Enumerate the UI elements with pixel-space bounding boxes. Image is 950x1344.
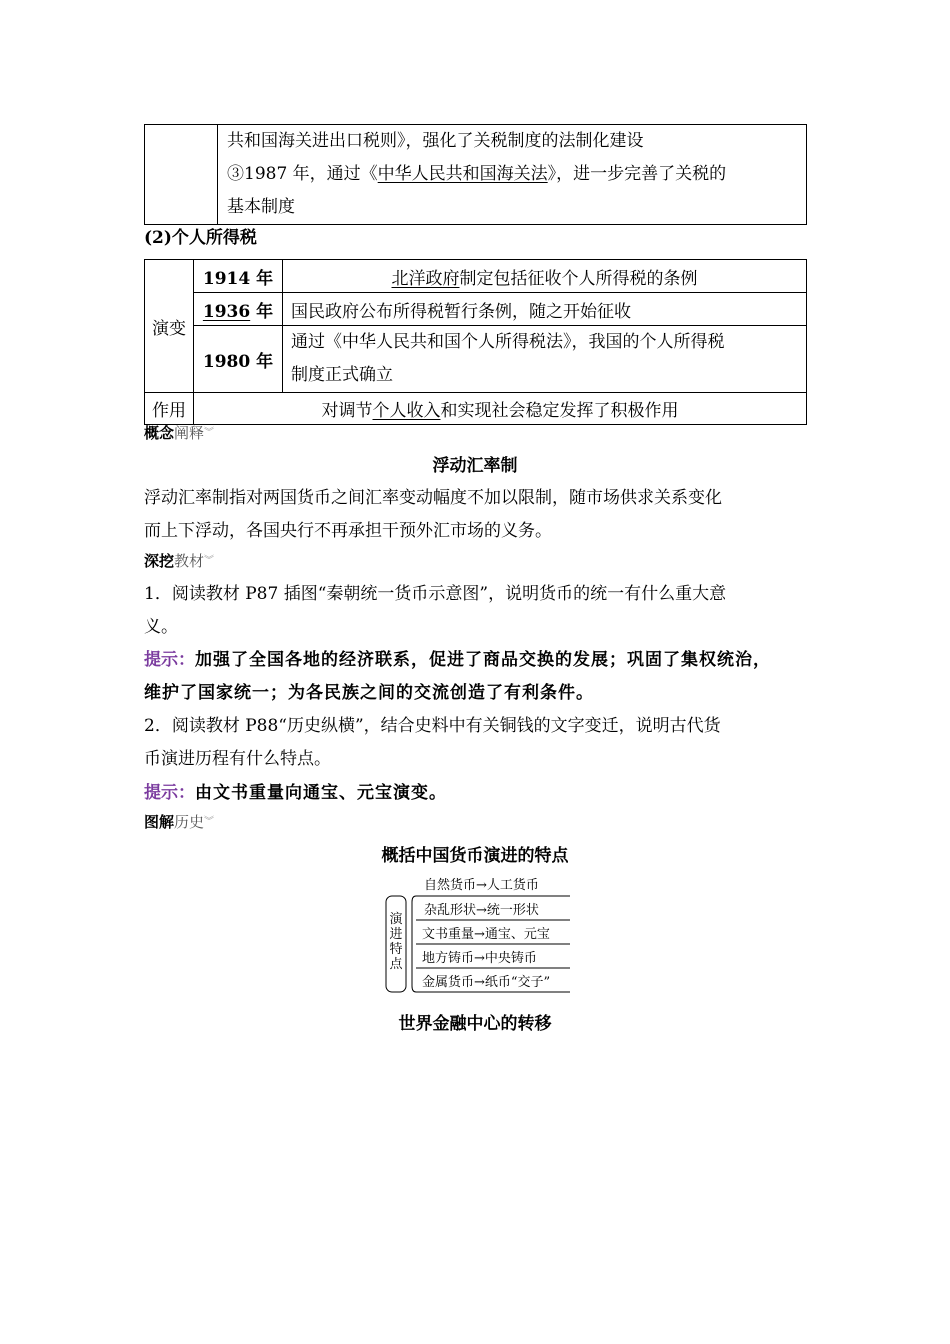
deepdig-tag — [144, 550, 214, 573]
diagram-item: 文书重量→通宝、元宝 — [422, 927, 550, 942]
year-1936 — [194, 293, 283, 326]
box-label-char: 特 — [389, 942, 403, 957]
customs-line-2-prefix: ③1987 年，通过《 — [227, 164, 378, 184]
customs-line-2 — [227, 158, 798, 191]
diagram-tag — [144, 811, 214, 834]
function-suffix: 和实现社会稳定发挥了积极作用 — [440, 401, 679, 421]
row-1980-line-2: 制度正式确立 — [291, 365, 393, 385]
brace-line — [412, 896, 416, 992]
question-2-line-2: 币演进历程有什么特点。 — [144, 749, 331, 769]
personal-income: 个人收入 — [372, 401, 441, 421]
box-label-char: 进 — [389, 927, 403, 942]
year-1914: 1914 年 — [194, 260, 283, 293]
diagram-item: 自然货币→人工货币 — [424, 878, 539, 893]
answer-2 — [144, 777, 447, 810]
concept-para-line-2: 而上下浮动，各国央行不再承担干预外汇市场的义务。 — [144, 521, 552, 541]
concept-tag-light: 阐释 — [174, 424, 205, 442]
diagram-box-label — [387, 912, 405, 972]
diagram-title: 概括中国货币演进的特点 — [381, 846, 569, 866]
year-1936-number: 1936 — [202, 301, 251, 322]
function-desc — [194, 393, 807, 425]
question-1-line-1: 1．阅读教材 P87 插图“秦朝统一货币示意图”，说明货币的统一有什么重大意 — [144, 584, 727, 604]
customs-table — [144, 124, 807, 225]
function-label: 作用 — [145, 393, 194, 425]
row-1980-line-1: 通过《中华人民共和国个人所得税法》，我国的个人所得税 — [291, 332, 725, 352]
row-1980-desc — [283, 326, 807, 393]
row-1936-desc: 国民政府公布所得税暂行条例，随之开始征收 — [283, 293, 807, 326]
double-chevron-down-icon: ︾ — [204, 555, 215, 567]
customs-line-1: 共和国海关进出口税则》，强化了关税制度的法制化建设 — [227, 131, 644, 151]
concept-title: 浮动汇率制 — [432, 456, 518, 476]
diagram-item: 金属货币→纸币“交子” — [422, 975, 551, 990]
hint-label: 提示： — [144, 783, 195, 803]
answer-2-text: 由文书重量向通宝、元宝演变。 — [195, 783, 447, 803]
concept-tag-strong: 概念 — [144, 424, 175, 442]
double-chevron-down-icon: ︾ — [204, 427, 215, 439]
beiyang-government: 北洋政府 — [391, 268, 460, 289]
customs-law-name: 中华人民共和国海关法 — [377, 164, 548, 184]
customs-line-2-suffix: 》，进一步完善了关税的 — [547, 164, 727, 184]
next-section-title: 世界金融中心的转移 — [398, 1014, 552, 1034]
double-chevron-down-icon: ︾ — [204, 816, 215, 828]
income-tax-table — [144, 259, 807, 425]
diagram-item: 杂乱形状→统一形状 — [424, 903, 539, 918]
function-prefix: 对调节 — [321, 401, 373, 421]
concept-tag — [144, 422, 214, 445]
box-label-char: 点 — [389, 957, 403, 972]
customs-line-3: 基本制度 — [227, 197, 295, 217]
customs-content-cell — [218, 125, 807, 225]
empty-cell — [145, 125, 218, 225]
income-tax-heading: (2)个人所得税 — [144, 228, 257, 248]
deepdig-tag-strong: 深挖 — [144, 552, 175, 570]
diagram-tag-light: 历史 — [174, 813, 205, 831]
diagram-item: 地方铸币→中央铸币 — [422, 951, 537, 966]
box-label-char: 演 — [389, 912, 403, 927]
currency-evolution-diagram — [384, 874, 574, 998]
diagram-tag-strong: 图解 — [144, 813, 175, 831]
deepdig-tag-light: 教材 — [174, 552, 205, 570]
question-1-line-2: 义。 — [144, 617, 178, 637]
answer-1-text: 加强了全国各地的经济联系，促进了商品交换的发展；巩固了集权统治， — [195, 650, 771, 670]
answer-1-line-2: 维护了国家统一；为各民族之间的交流创造了有利条件。 — [144, 683, 594, 703]
row-1914-desc-text: 制定包括征收个人所得税的条例 — [459, 268, 698, 289]
question-2-line-1: 2．阅读教材 P88“历史纵横”，结合史料中有关铜钱的文字变迁，说明古代货 — [144, 716, 721, 736]
year-1936-suffix: 年 — [250, 301, 274, 322]
hint-label: 提示： — [144, 650, 195, 670]
answer-1-line-1 — [144, 644, 771, 677]
evolution-label: 演变 — [145, 260, 194, 393]
concept-para-line-1: 浮动汇率制指对两国货币之间汇率变动幅度不加以限制，随市场供求关系变化 — [144, 488, 722, 508]
year-1980: 1980 年 — [194, 326, 283, 393]
row-1914-desc — [283, 260, 807, 293]
